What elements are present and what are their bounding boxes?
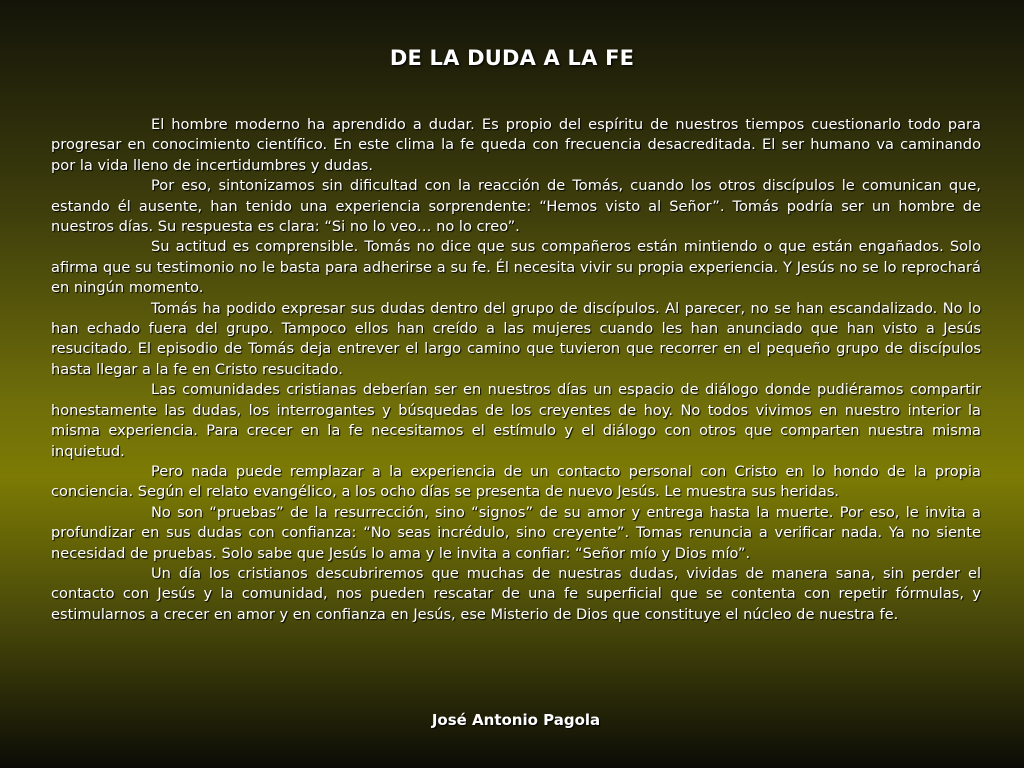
paragraph-1: El hombre moderno ha aprendido a dudar. Es propio del espíritu de nuestros tiempos cuestionarlo todo para progresar en conocimiento científico. En este clima la fe queda con frecuencia desacreditada. El ser humano va caminando por la vida lleno de incertidumbres y dudas. [51, 116, 981, 174]
paragraph-7: No son “pruebas” de la resurrección, sino “signos” de su amor y entrega hasta la muerte. Por eso, le invita a profundizar en sus dudas con confianza: “No seas incrédulo, sino creyente”. Tomas renuncia a verificar nada. Ya no siente necesidad de pruebas. Solo sabe que Jesús lo ama y le invita a confiar: “Señor mío y Dios mío”. [51, 503, 981, 562]
paragraph-4: Tomás ha podido expresar sus dudas dentro del grupo de discípulos. Al parecer, no se han escandalizado. No lo han echado fuera del grupo. Tampoco ellos han creído a las mujeres cuando les han anunciado que han visto a Jesús resucitado. El episodio de Tomás deja entrever el largo camino que tuvieron que recorrer en el pequeño grupo de discípulos hasta llegar a la fe en Cristo resucitado. [51, 299, 981, 378]
author-signature: José Antonio Pagola [431, 711, 601, 729]
page-title: DE LA DUDA A LA FE [389, 46, 635, 70]
paragraph-2: Por eso, sintonizamos sin dificultad con la reacción de Tomás, cuando los otros discípulos le comunican que, estando él ausente, han tenido una experiencia sorprendente: “Hemos visto al Señor”. Tomás podría ser un hombre de nuestros días. Su respuesta es clara: “Si no lo veo… no lo creo”. [51, 177, 981, 236]
paragraph-8: Un día los cristianos descubriremos que muchas de nuestras dudas, vividas de manera sana, sin perder el contacto con Jesús y la comunidad, nos pueden rescatar de una fe superficial que se contenta con repetir fórmulas, y estimularnos a crecer en amor y en confianza en Jesús, ese Misterio de Dios que constituye el núcleo de nuestra fe. [51, 564, 981, 623]
paragraph-3: Su actitud es comprensible. Tomás no dice que sus compañeros están mintiendo o que están engañados. Solo afirma que su testimonio no le basta para adherirse a su fe. Él necesita vivir su propia experiencia. Y Jesús no se lo reprochará en ningún momento. [51, 238, 981, 297]
article-body [51, 115, 981, 625]
paragraph-6: Pero nada puede remplazar a la experiencia de un contacto personal con Cristo en lo hondo de la propia conciencia. Según el relato evangélico, a los ocho días se presenta de nuevo Jesús. Le muestra sus heridas. [51, 462, 981, 501]
paragraph-5: Las comunidades cristianas deberían ser en nuestros días un espacio de diálogo donde pudiéramos compartir honestamente las dudas, los interrogantes y búsquedas de los creyentes de hoy. No todos vivimos en nuestro interior la misma experiencia. Para crecer en la fe necesitamos el estímulo y el diálogo con otros que comparten nuestra misma inquietud. [51, 381, 981, 460]
